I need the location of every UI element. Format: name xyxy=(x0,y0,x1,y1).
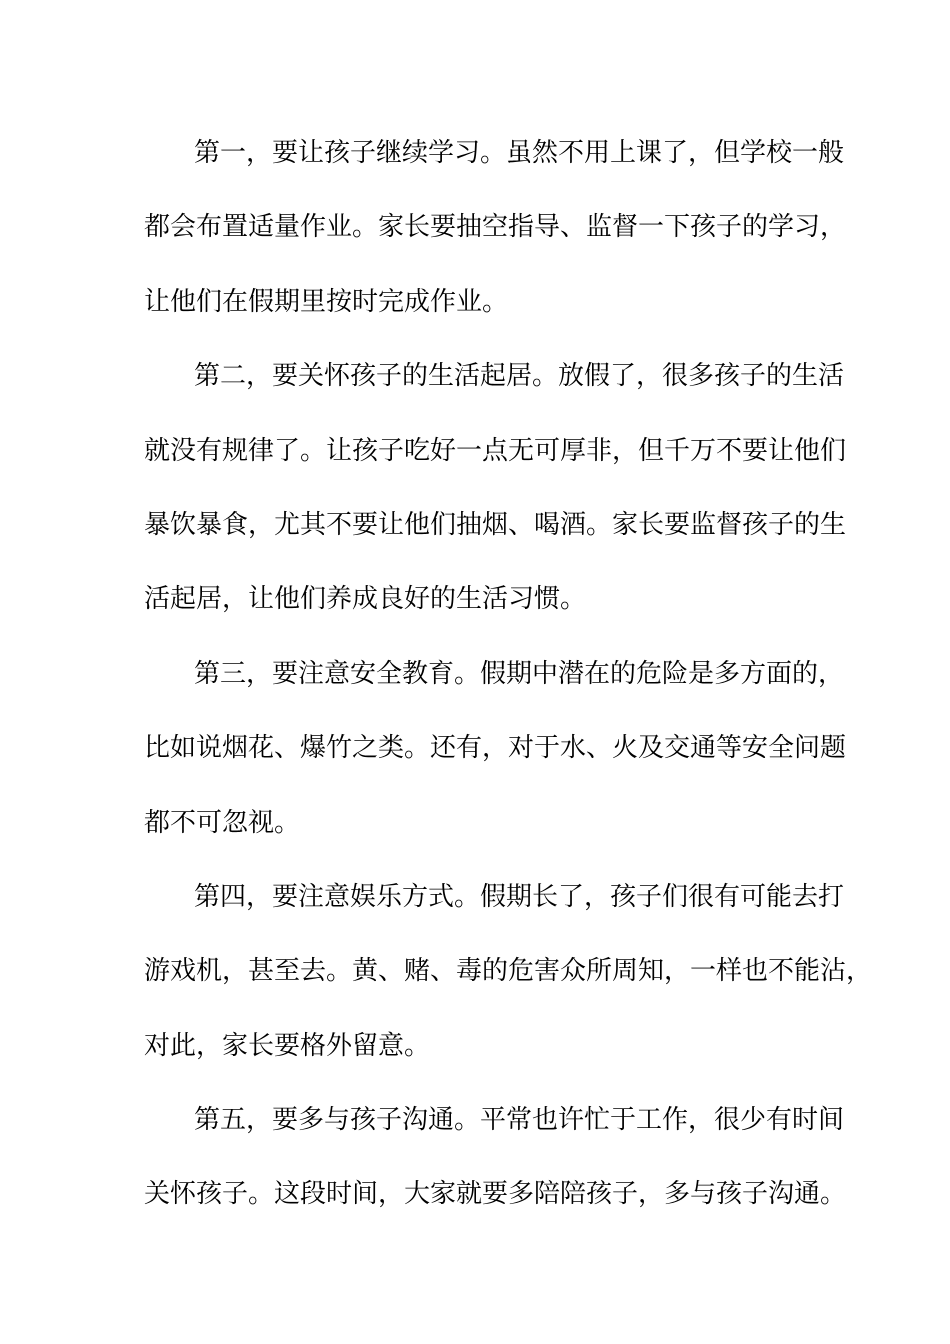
paragraph-line: 第三，要注意安全教育。假期中潜在的危险是多方面的， xyxy=(194,658,845,689)
document-body xyxy=(144,116,873,1232)
paragraph-line: 游戏机，甚至去。黄、赌、毒的危害众所周知，一样也不能沾， xyxy=(144,956,873,987)
paragraph-line: 第二，要关怀孩子的生活起居。放假了，很多孩子的生活 xyxy=(194,361,845,392)
paragraph-line: 关怀孩子。这段时间，大家就要多陪陪孩子，多与孩子沟通。 xyxy=(144,1179,847,1210)
paragraph-4 xyxy=(144,860,873,1083)
paragraph-line: 第四，要注意娱乐方式。假期长了，孩子们很有可能去打 xyxy=(194,881,845,912)
paragraph-line: 都不可忽视。 xyxy=(144,807,301,838)
paragraph-line: 活起居，让他们养成良好的生活习惯。 xyxy=(144,584,587,615)
paragraph-line: 就没有规律了。让孩子吃好一点无可厚非，但千万不要让他们 xyxy=(144,435,847,466)
paragraph-3 xyxy=(144,637,847,860)
paragraph-line: 对此，家长要格外留意。 xyxy=(144,1030,431,1061)
paragraph-line: 比如说烟花、爆竹之类。还有，对于水、火及交通等安全问题 xyxy=(144,733,847,764)
paragraph-line: 让他们在假期里按时完成作业。 xyxy=(144,286,509,317)
paragraph-line: 第一，要让孩子继续学习。虽然不用上课了，但学校一般 xyxy=(194,138,845,168)
paragraph-5 xyxy=(144,1083,847,1232)
paragraph-line: 都会布置适量作业。家长要抽空指导、监督一下孩子的学习， xyxy=(144,212,847,243)
paragraph-line: 暴饮暴食，尤其不要让他们抽烟、喝酒。家长要监督孩子的生 xyxy=(144,509,847,540)
paragraph-2 xyxy=(144,339,847,637)
paragraph-1 xyxy=(144,116,847,339)
paragraph-line: 第五，要多与孩子沟通。平常也许忙于工作，很少有时间 xyxy=(194,1105,845,1136)
